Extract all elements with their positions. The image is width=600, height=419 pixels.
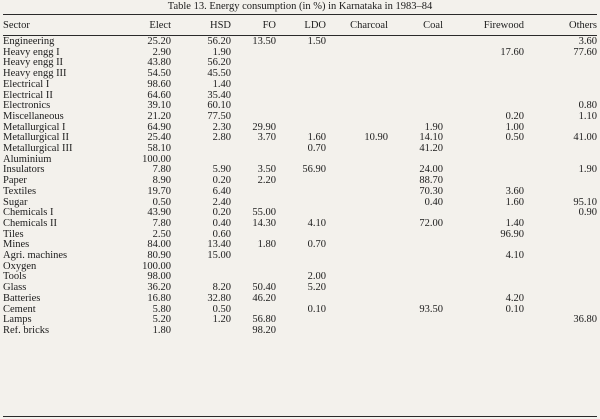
value-cell: 54.50	[147, 69, 171, 80]
value-cell: 1.60	[505, 197, 524, 208]
value-cell	[231, 187, 276, 198]
value-cell	[231, 112, 276, 123]
value-cell	[276, 326, 326, 337]
value-cell: 1.80	[257, 240, 276, 251]
value-cell	[524, 326, 597, 337]
value-cell	[231, 58, 276, 69]
value-cell: 36.80	[573, 315, 597, 326]
value-cell	[388, 101, 443, 112]
value-cell: 0.70	[307, 240, 326, 251]
value-cell: 2.20	[257, 176, 276, 187]
value-cell	[443, 91, 524, 102]
value-cell	[326, 305, 388, 316]
value-cell	[524, 230, 597, 241]
value-cell: 25.40	[147, 133, 171, 144]
value-cell	[443, 69, 524, 80]
value-cell	[231, 80, 276, 91]
value-cell: 14.30	[252, 218, 276, 229]
value-cell	[443, 283, 524, 294]
value-cell: 88.70	[419, 176, 443, 187]
value-cell: 5.20	[152, 315, 171, 326]
value-cell: 64.90	[147, 122, 171, 133]
value-cell	[276, 198, 326, 209]
column-header-sector: Sector	[3, 20, 30, 31]
value-cell	[524, 155, 597, 166]
column-header-coal: Coal	[423, 20, 443, 31]
value-cell	[276, 208, 326, 219]
value-cell: 45.50	[207, 69, 231, 80]
value-cell: 56.80	[252, 315, 276, 326]
sector-cell: Sugar	[3, 197, 28, 208]
table-row	[3, 176, 597, 187]
value-cell	[276, 315, 326, 326]
sector-cell: Heavy engg II	[3, 58, 64, 69]
sector-cell: Textiles	[3, 186, 37, 197]
top-rule	[3, 14, 597, 15]
value-cell: 8.90	[152, 176, 171, 187]
value-cell: 43.80	[147, 58, 171, 69]
value-cell	[171, 155, 231, 166]
value-cell	[276, 123, 326, 134]
value-cell	[326, 58, 388, 69]
value-cell	[326, 230, 388, 241]
value-cell	[388, 262, 443, 273]
value-cell: 39.10	[147, 101, 171, 112]
value-cell	[326, 219, 388, 230]
column-header-hsd: HSD	[209, 20, 231, 31]
value-cell	[524, 80, 597, 91]
table-row	[3, 155, 597, 166]
value-cell	[388, 91, 443, 102]
value-cell	[276, 80, 326, 91]
value-cell	[276, 187, 326, 198]
value-cell	[326, 272, 388, 283]
sector-cell: Cement	[3, 304, 36, 315]
value-cell: 0.50	[505, 133, 524, 144]
value-cell: 2.50	[152, 229, 171, 240]
sector-cell: Insulators	[3, 165, 45, 176]
table-row	[3, 112, 597, 123]
table-row	[3, 294, 597, 305]
value-cell	[326, 187, 388, 198]
table-row	[3, 230, 597, 241]
value-cell	[443, 165, 524, 176]
value-cell: 1.40	[505, 218, 524, 229]
value-cell	[443, 315, 524, 326]
energy-consumption-table	[3, 19, 597, 337]
value-cell: 15.00	[207, 251, 231, 262]
value-cell: 0.20	[212, 208, 231, 219]
value-cell	[524, 144, 597, 155]
value-cell	[231, 305, 276, 316]
value-cell: 7.80	[152, 218, 171, 229]
sector-cell: Lamps	[3, 315, 32, 326]
value-cell: 1.50	[307, 36, 326, 47]
value-cell	[388, 315, 443, 326]
value-cell	[231, 101, 276, 112]
column-header-charcoal: Charcoal	[350, 20, 388, 31]
value-cell: 5.80	[152, 304, 171, 315]
value-cell	[524, 123, 597, 134]
sector-cell: Agri. machines	[3, 251, 68, 262]
value-cell: 29.90	[252, 122, 276, 133]
value-cell: 98.00	[147, 272, 171, 283]
sector-cell: Tiles	[3, 229, 24, 240]
value-cell	[443, 58, 524, 69]
value-cell: 100.00	[142, 261, 171, 272]
value-cell	[524, 58, 597, 69]
sector-cell: Electrical II	[3, 90, 53, 101]
value-cell	[388, 112, 443, 123]
value-cell: 17.60	[500, 47, 524, 58]
value-cell	[276, 262, 326, 273]
table-row	[3, 133, 597, 144]
table-body	[3, 35, 597, 337]
value-cell: 46.20	[252, 293, 276, 304]
value-cell: 1.20	[212, 315, 231, 326]
value-cell	[326, 262, 388, 273]
table-row	[3, 315, 597, 326]
value-cell: 4.20	[505, 293, 524, 304]
value-cell: 0.50	[152, 197, 171, 208]
value-cell	[524, 240, 597, 251]
value-cell	[388, 69, 443, 80]
value-cell	[388, 48, 443, 59]
value-cell	[524, 187, 597, 198]
value-cell: 3.50	[257, 165, 276, 176]
value-cell	[171, 262, 231, 273]
sector-cell: Chemicals II	[3, 218, 57, 229]
value-cell	[388, 326, 443, 337]
value-cell: 19.70	[147, 186, 171, 197]
value-cell	[326, 144, 388, 155]
table-row	[3, 101, 597, 112]
value-cell: 0.20	[505, 111, 524, 122]
value-cell	[276, 101, 326, 112]
value-cell: 2.30	[212, 122, 231, 133]
value-cell: 100.00	[142, 154, 171, 165]
table-caption: Table 13. Energy consumption (in %) in Karnataka in 1983–84	[167, 1, 433, 12]
value-cell: 0.90	[578, 208, 597, 219]
value-cell: 13.50	[252, 36, 276, 47]
value-cell: 0.80	[578, 101, 597, 112]
value-cell	[276, 58, 326, 69]
header-row	[3, 19, 597, 35]
value-cell: 16.80	[147, 293, 171, 304]
value-cell: 8.20	[212, 283, 231, 294]
value-cell	[326, 294, 388, 305]
table-row	[3, 144, 597, 155]
sector-cell: Heavy engg III	[3, 69, 67, 80]
value-cell	[326, 69, 388, 80]
value-cell	[276, 251, 326, 262]
table-row	[3, 326, 597, 337]
value-cell: 1.90	[212, 47, 231, 58]
value-cell	[231, 262, 276, 273]
value-cell: 7.80	[152, 165, 171, 176]
value-cell: 58.10	[147, 144, 171, 155]
value-cell	[388, 208, 443, 219]
value-cell: 3.60	[578, 36, 597, 47]
value-cell: 98.20	[252, 325, 276, 336]
value-cell: 5.90	[212, 165, 231, 176]
table-header	[3, 19, 597, 35]
value-cell	[524, 251, 597, 262]
value-cell	[326, 176, 388, 187]
value-cell: 3.60	[505, 186, 524, 197]
value-cell: 1.90	[424, 122, 443, 133]
value-cell	[171, 326, 231, 337]
value-cell: 50.40	[252, 283, 276, 294]
table-row	[3, 91, 597, 102]
value-cell: 24.00	[419, 165, 443, 176]
value-cell	[326, 251, 388, 262]
sector-cell: Chemicals I	[3, 208, 54, 219]
table-row	[3, 283, 597, 294]
value-cell: 1.10	[578, 111, 597, 122]
sector-cell: Tools	[3, 272, 27, 283]
sector-cell: Electrical I	[3, 79, 50, 90]
column-header-ldo: LDO	[304, 20, 326, 31]
table-row	[3, 69, 597, 80]
value-cell	[231, 69, 276, 80]
value-cell: 2.00	[307, 272, 326, 283]
table-row	[3, 219, 597, 230]
value-cell	[326, 112, 388, 123]
value-cell	[326, 48, 388, 59]
column-header-firewood: Firewood	[483, 20, 524, 31]
value-cell	[231, 48, 276, 59]
value-cell	[388, 272, 443, 283]
sector-cell: Metallurgical III	[3, 144, 73, 155]
value-cell: 35.40	[207, 90, 231, 101]
sector-cell: Engineering	[3, 36, 55, 47]
value-cell	[388, 35, 443, 48]
value-cell	[326, 35, 388, 48]
table-row	[3, 251, 597, 262]
value-cell	[443, 208, 524, 219]
value-cell: 0.10	[307, 304, 326, 315]
sector-cell: Glass	[3, 283, 27, 294]
value-cell	[443, 101, 524, 112]
value-cell	[171, 272, 231, 283]
value-cell: 32.80	[207, 293, 231, 304]
value-cell	[276, 230, 326, 241]
value-cell	[326, 155, 388, 166]
table-row	[3, 48, 597, 59]
value-cell	[524, 272, 597, 283]
table-row	[3, 80, 597, 91]
value-cell	[443, 176, 524, 187]
value-cell: 77.50	[207, 111, 231, 122]
value-cell: 95.10	[573, 197, 597, 208]
value-cell: 1.80	[152, 325, 171, 336]
value-cell	[326, 208, 388, 219]
value-cell	[524, 305, 597, 316]
value-cell: 56.20	[207, 36, 231, 47]
value-cell: 3.70	[257, 133, 276, 144]
value-cell	[443, 80, 524, 91]
value-cell	[443, 262, 524, 273]
value-cell: 1.60	[307, 133, 326, 144]
sector-cell: Miscellaneous	[3, 111, 64, 122]
table-row	[3, 58, 597, 69]
value-cell: 36.20	[147, 283, 171, 294]
value-cell: 1.00	[505, 122, 524, 133]
value-cell: 64.60	[147, 90, 171, 101]
value-cell	[326, 240, 388, 251]
sector-cell: Heavy engg I	[3, 47, 60, 58]
value-cell: 56.90	[302, 165, 326, 176]
value-cell: 96.90	[500, 229, 524, 240]
value-cell: 0.10	[505, 304, 524, 315]
value-cell	[443, 144, 524, 155]
value-cell	[524, 283, 597, 294]
table-row	[3, 123, 597, 134]
value-cell	[326, 165, 388, 176]
column-header-fo: FO	[262, 20, 276, 31]
value-cell	[388, 80, 443, 91]
value-cell	[276, 294, 326, 305]
table-row	[3, 208, 597, 219]
value-cell	[388, 283, 443, 294]
value-cell	[524, 91, 597, 102]
value-cell	[231, 251, 276, 262]
sector-cell: Oxygen	[3, 261, 37, 272]
value-cell	[524, 69, 597, 80]
value-cell	[231, 91, 276, 102]
value-cell	[231, 230, 276, 241]
value-cell: 13.40	[207, 240, 231, 251]
value-cell	[388, 155, 443, 166]
value-cell: 98.60	[147, 79, 171, 90]
sector-cell: Ref. bricks	[3, 325, 50, 336]
value-cell	[171, 144, 231, 155]
value-cell: 0.20	[212, 176, 231, 187]
value-cell: 4.10	[505, 251, 524, 262]
value-cell: 14.10	[419, 133, 443, 144]
table-row	[3, 198, 597, 209]
sector-cell: Batteries	[3, 293, 41, 304]
value-cell	[388, 240, 443, 251]
table-row	[3, 240, 597, 251]
value-cell	[231, 198, 276, 209]
value-cell	[326, 326, 388, 337]
column-header-others: Others	[569, 20, 597, 31]
value-cell: 21.20	[147, 111, 171, 122]
value-cell	[326, 80, 388, 91]
value-cell: 60.10	[207, 101, 231, 112]
value-cell: 77.60	[573, 47, 597, 58]
value-cell: 2.40	[212, 197, 231, 208]
value-cell	[326, 91, 388, 102]
value-cell	[443, 272, 524, 283]
value-cell: 72.00	[419, 218, 443, 229]
value-cell: 43.90	[147, 208, 171, 219]
table-row	[3, 272, 597, 283]
sector-cell: Paper	[3, 176, 27, 187]
value-cell: 41.00	[573, 133, 597, 144]
value-cell	[443, 326, 524, 337]
value-cell	[276, 91, 326, 102]
sector-cell: Electronics	[3, 101, 51, 112]
value-cell: 0.40	[424, 197, 443, 208]
value-cell	[388, 230, 443, 241]
table-row	[3, 187, 597, 198]
sector-cell: Metallurgical II	[3, 133, 69, 144]
value-cell: 56.20	[207, 58, 231, 69]
value-cell	[276, 155, 326, 166]
value-cell: 6.40	[212, 186, 231, 197]
value-cell: 5.20	[307, 283, 326, 294]
bottom-rule	[3, 416, 597, 417]
value-cell	[276, 48, 326, 59]
value-cell: 80.90	[147, 251, 171, 262]
value-cell: 0.60	[212, 229, 231, 240]
value-cell	[524, 176, 597, 187]
value-cell	[276, 112, 326, 123]
value-cell: 1.90	[578, 165, 597, 176]
value-cell	[443, 155, 524, 166]
value-cell	[326, 283, 388, 294]
value-cell	[443, 240, 524, 251]
value-cell	[276, 69, 326, 80]
value-cell	[326, 123, 388, 134]
value-cell	[231, 144, 276, 155]
value-cell	[388, 251, 443, 262]
value-cell	[326, 315, 388, 326]
value-cell: 2.90	[152, 47, 171, 58]
value-cell	[326, 198, 388, 209]
value-cell: 84.00	[147, 240, 171, 251]
value-cell	[231, 155, 276, 166]
value-cell	[443, 35, 524, 48]
value-cell: 0.50	[212, 304, 231, 315]
value-cell	[524, 262, 597, 273]
table-row	[3, 165, 597, 176]
value-cell: 25.20	[147, 36, 171, 47]
value-cell: 93.50	[419, 304, 443, 315]
value-cell: 4.10	[307, 218, 326, 229]
value-cell: 55.00	[252, 208, 276, 219]
value-cell	[276, 176, 326, 187]
value-cell	[231, 272, 276, 283]
sector-cell: Mines	[3, 240, 30, 251]
value-cell: 0.40	[212, 218, 231, 229]
sector-cell: Metallurgical I	[3, 122, 66, 133]
value-cell: 70.30	[419, 186, 443, 197]
value-cell: 10.90	[364, 133, 388, 144]
value-cell: 41.20	[419, 144, 443, 155]
table-row	[3, 262, 597, 273]
value-cell	[388, 294, 443, 305]
sector-cell: Aluminium	[3, 154, 52, 165]
value-cell	[388, 58, 443, 69]
value-cell: 1.40	[212, 79, 231, 90]
value-cell	[326, 101, 388, 112]
column-header-elect: Elect	[149, 20, 171, 31]
table-row	[3, 35, 597, 48]
table-row	[3, 305, 597, 316]
value-cell	[524, 294, 597, 305]
value-cell: 0.70	[307, 144, 326, 155]
value-cell	[524, 219, 597, 230]
value-cell: 2.80	[212, 133, 231, 144]
